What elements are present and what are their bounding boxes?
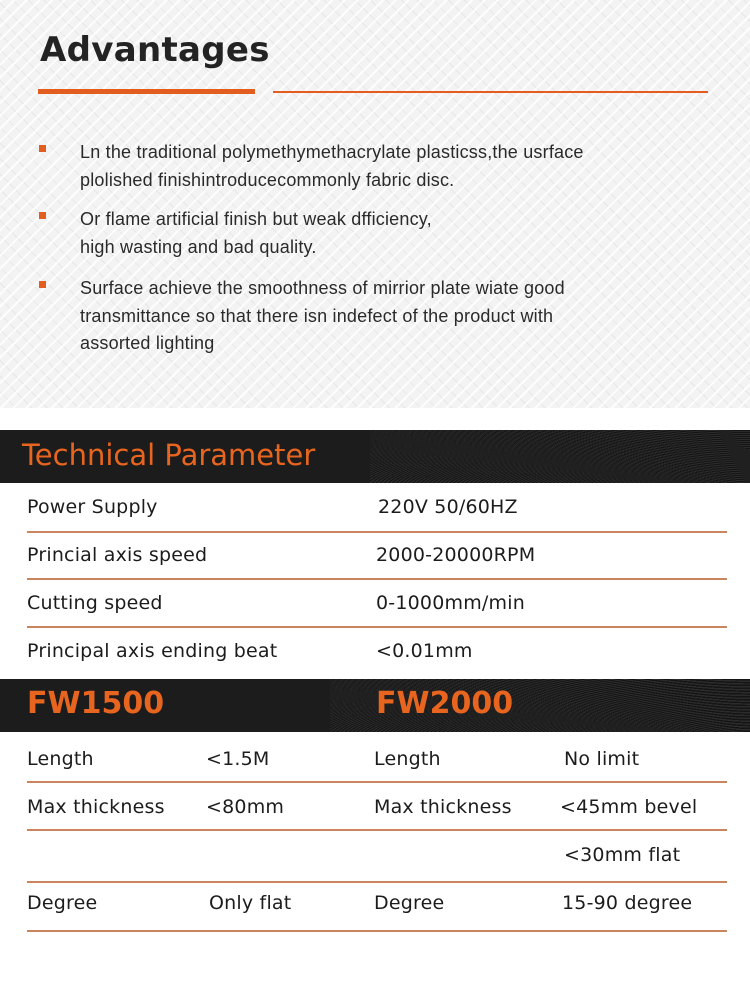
- row-divider: [27, 881, 727, 883]
- fw1500-value: <80mm: [206, 796, 285, 818]
- advantage-item: [80, 206, 720, 261]
- fw1500-label: Length: [27, 748, 94, 770]
- fw2000-value: <45mm bevel: [560, 796, 698, 818]
- model-fw2000-title: FW2000: [376, 686, 514, 721]
- advantages-section: [0, 0, 750, 408]
- fw2000-value: 15-90 degree: [562, 892, 693, 914]
- row-divider: [27, 829, 727, 831]
- title-underline-thin: [273, 91, 708, 93]
- advantage-line: Or flame artificial finish but weak dfficiency,: [80, 209, 432, 229]
- advantage-line: transmittance so that there isn indefect of the product with: [80, 305, 554, 326]
- bullet-square-icon: [39, 212, 46, 219]
- advantage-item: [80, 139, 720, 194]
- param-value: 2000-20000RPM: [376, 544, 536, 566]
- fw1500-value: Only flat: [209, 892, 292, 914]
- param-value: 0-1000mm/min: [376, 592, 525, 614]
- param-value: 220V 50/60HZ: [378, 496, 518, 518]
- fw2000-label: Length: [374, 748, 441, 770]
- param-value: <0.01mm: [376, 640, 473, 662]
- advantage-line: Ln the traditional polymethymethacrylate plasticss,the usrface: [80, 142, 584, 162]
- fw2000-value: No limit: [564, 748, 640, 770]
- row-divider: [27, 781, 727, 783]
- fw2000-label: Degree: [374, 892, 445, 914]
- fw1500-value: <1.5M: [206, 748, 270, 770]
- row-divider: [27, 578, 727, 580]
- advantage-line: Surface achieve the smoothness of mirrior plate wiate good: [80, 278, 565, 298]
- fw2000-label: Max thickness: [374, 796, 512, 818]
- row-divider: [27, 626, 727, 628]
- advantages-title: Advantages: [40, 30, 270, 70]
- bullet-square-icon: [39, 281, 46, 288]
- param-label: Principal axis ending beat: [27, 640, 278, 662]
- param-label: Cutting speed: [27, 592, 163, 614]
- model-fw1500-title: FW1500: [27, 686, 165, 721]
- advantage-line: assorted lighting: [80, 333, 215, 353]
- bullet-square-icon: [39, 145, 46, 152]
- technical-parameter-header: [0, 430, 750, 483]
- advantage-line: plolished finishintroducecommonly fabric disc.: [80, 169, 455, 190]
- advantage-line: high wasting and bad quality.: [80, 236, 317, 257]
- param-label: Power Supply: [27, 496, 158, 518]
- row-divider: [27, 930, 727, 932]
- fw1500-label: Degree: [27, 892, 98, 914]
- technical-parameter-title: Technical Parameter: [22, 438, 316, 472]
- header-texture: [370, 430, 750, 483]
- models-header: [0, 679, 750, 732]
- advantage-item: [80, 275, 720, 358]
- row-divider: [27, 531, 727, 533]
- param-label: Princial axis speed: [27, 544, 208, 566]
- fw2000-value-secondary: <30mm flat: [564, 844, 681, 866]
- fw1500-label: Max thickness: [27, 796, 165, 818]
- title-underline-thick: [38, 89, 255, 94]
